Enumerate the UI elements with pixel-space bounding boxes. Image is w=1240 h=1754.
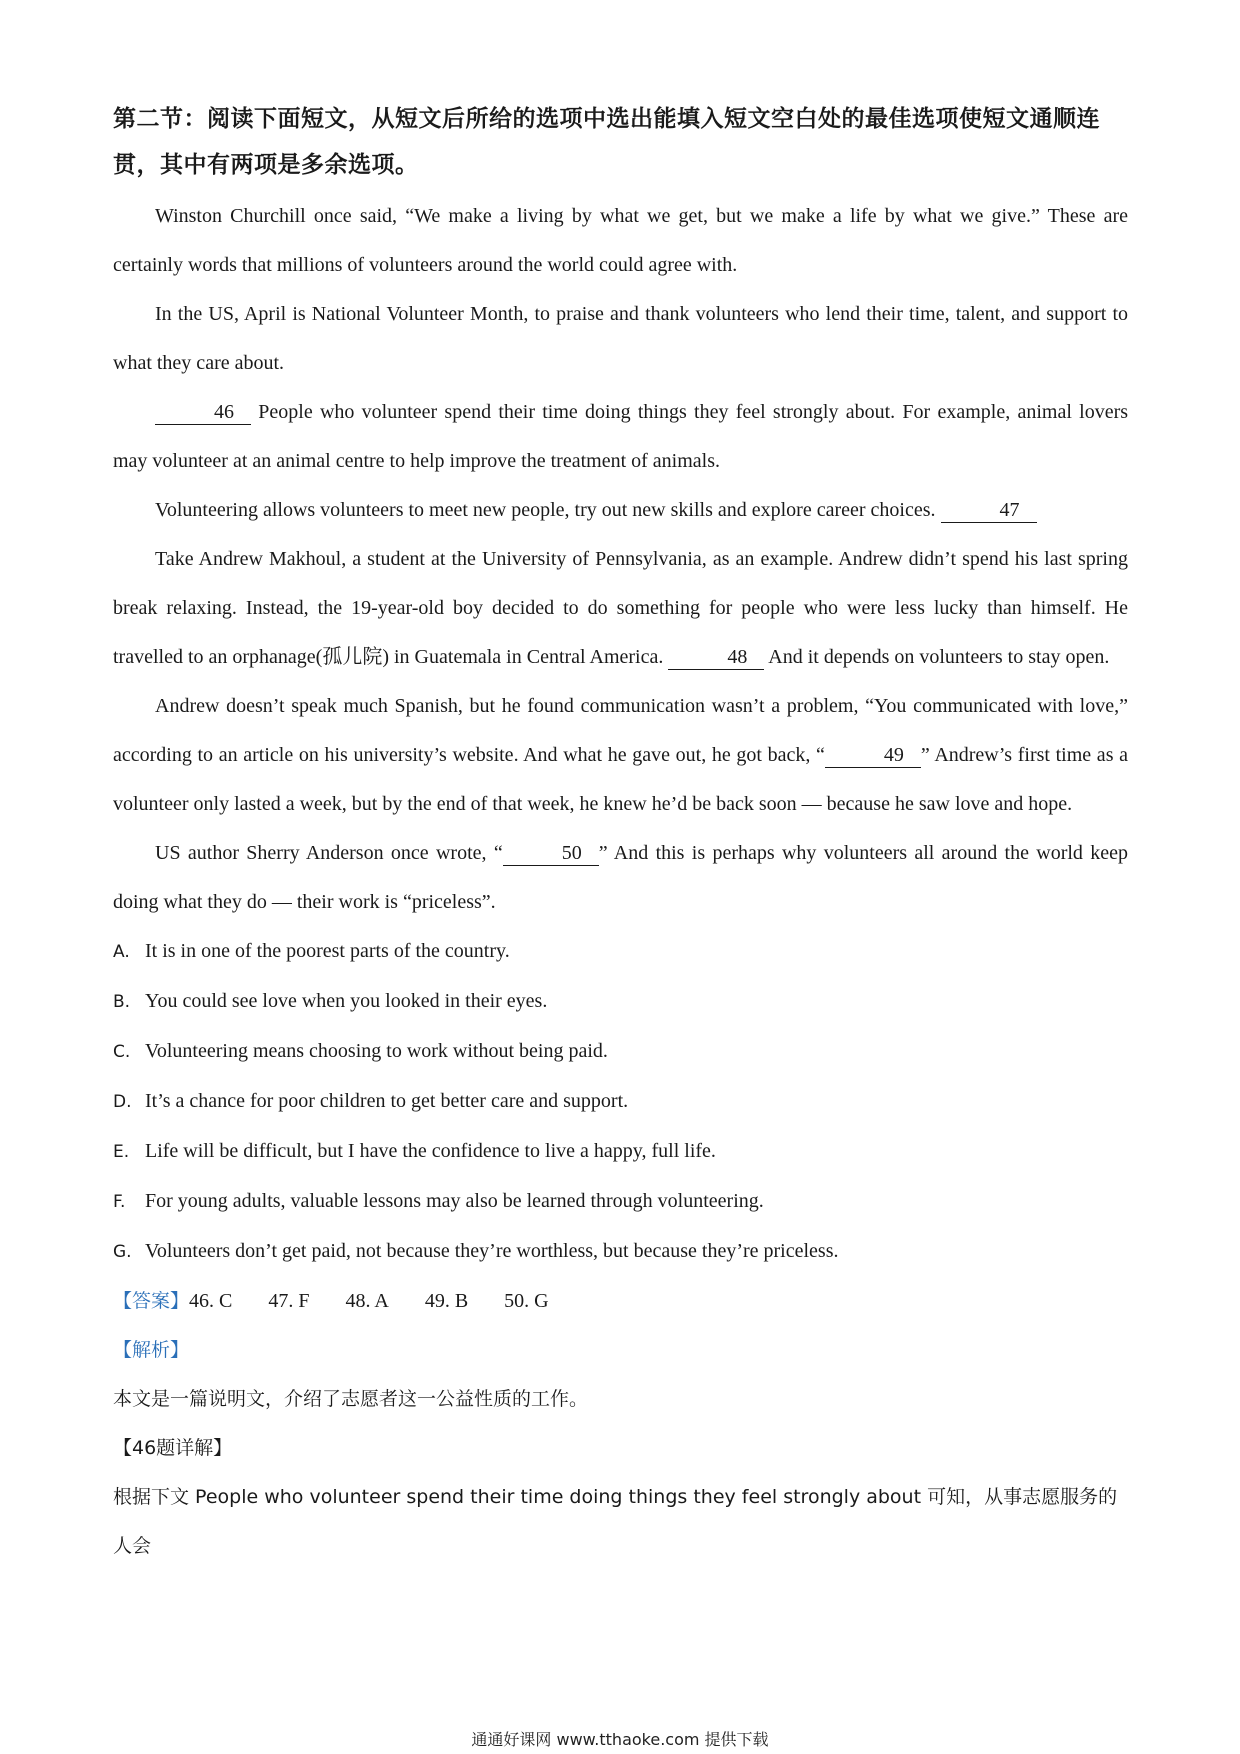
option-d[interactable]: D. It’s a chance for poor children to get better care and support. xyxy=(113,1090,629,1112)
paragraph-5-text-b: And it depends on volunteers to stay open. xyxy=(768,646,1110,668)
blank-50[interactable]: 50 xyxy=(503,841,599,866)
blank-48[interactable]: 48 xyxy=(668,645,764,670)
paragraph-1: Winston Churchill once said, “We make a living by what we get, but we make a life by what we give.” These are certainly words that millions of volunteers around the world could agree with. xyxy=(113,205,1128,276)
answer-50: 50. G xyxy=(504,1290,549,1312)
paragraph-2: In the US, April is National Volunteer Month, to praise and thank volunteers who lend their time, talent, and support to what they care about. xyxy=(113,303,1128,374)
paragraph-6-text-b: ” Andrew’s first time as a volunteer only lasted a week, but by the end of that week, he knew he’d be back soon — because he saw love and hope. xyxy=(113,744,1128,815)
option-b[interactable]: B. You could see love when you looked in their eyes. xyxy=(113,990,548,1012)
answer-48: 48. A xyxy=(345,1290,389,1312)
options-list xyxy=(113,927,1128,1277)
paragraph-3-text: People who volunteer spend their time doing things they feel strongly about. For example, animal lovers may volunteer at an animal centre to help improve the treatment of animals. xyxy=(113,401,1129,472)
blank-46[interactable]: 46 xyxy=(155,400,251,425)
analysis-summary: 本文是一篇说明文，介绍了志愿者这一公益性质的工作。 xyxy=(113,1388,589,1410)
option-e[interactable]: E. Life will be difficult, but I have the confidence to live a happy, full life. xyxy=(113,1140,716,1162)
blank-49[interactable]: 49 xyxy=(825,743,921,768)
paragraph-4 xyxy=(113,486,1128,535)
answer-line xyxy=(113,1277,1128,1326)
paragraph-3 xyxy=(113,388,1128,486)
answer-49: 49. B xyxy=(424,1290,469,1312)
blank-47[interactable]: 47 xyxy=(941,498,1037,523)
answer-label: 【答案】 xyxy=(113,1290,190,1312)
paragraph-7-text-b: ” And this is perhaps why volunteers all around the world keep doing what they do — their work is “priceless”. xyxy=(113,842,1128,913)
answer-47: 47. F xyxy=(268,1290,310,1312)
option-g[interactable]: G. Volunteers don’t get paid, not because they’re worthless, but because they’re priceless. xyxy=(113,1240,839,1262)
paragraph-6 xyxy=(113,682,1128,829)
section-heading: 第二节：阅读下面短文，从短文后所给的选项中选出能填入短文空白处的最佳选项使短文通顺连贯，其中有两项是多余选项。 xyxy=(113,106,1100,178)
page-footer: 通通好课网 www.tthaoke.com 提供下载 xyxy=(471,1730,769,1749)
option-f[interactable]: F. For young adults, valuable lessons may also be learned through volunteering. xyxy=(113,1190,764,1212)
paragraph-7 xyxy=(113,829,1128,927)
option-a[interactable]: A. It is in one of the poorest parts of the country. xyxy=(113,940,510,962)
paragraph-6-text-a: Andrew doesn’t speak much Spanish, but he found communication wasn’t a problem, “You communicated with love,” according to an article on his university’s website. And what he gave out, he got back, “ xyxy=(113,695,1128,766)
answer-46: 46. C xyxy=(189,1290,233,1312)
paragraph-5-text-a: Take Andrew Makhoul, a student at the University of Pennsylvania, as an example. Andrew didn’t spend his last spring break relaxing. Instead, the 19-year-old boy decided to do something for people who were less lucky than himself. He travelled to an orphanage(孤儿院) in Guatemala in Central America. xyxy=(113,548,1128,668)
paragraph-7-text-a: US author Sherry Anderson once wrote, “ xyxy=(155,842,503,864)
option-c[interactable]: C. Volunteering means choosing to work without being paid. xyxy=(113,1040,608,1062)
q46-label: 【46题详解】 xyxy=(113,1437,233,1459)
document-page xyxy=(113,96,1128,1571)
paragraph-5 xyxy=(113,535,1128,682)
paragraph-4-text: Volunteering allows volunteers to meet new people, try out new skills and explore career choices. xyxy=(155,499,936,521)
q46-text: 根据下文 People who volunteer spend their time doing things they feel strongly about 可知，从事志愿服务的人会 xyxy=(113,1486,1118,1557)
analysis-label: 【解析】 xyxy=(113,1339,190,1361)
